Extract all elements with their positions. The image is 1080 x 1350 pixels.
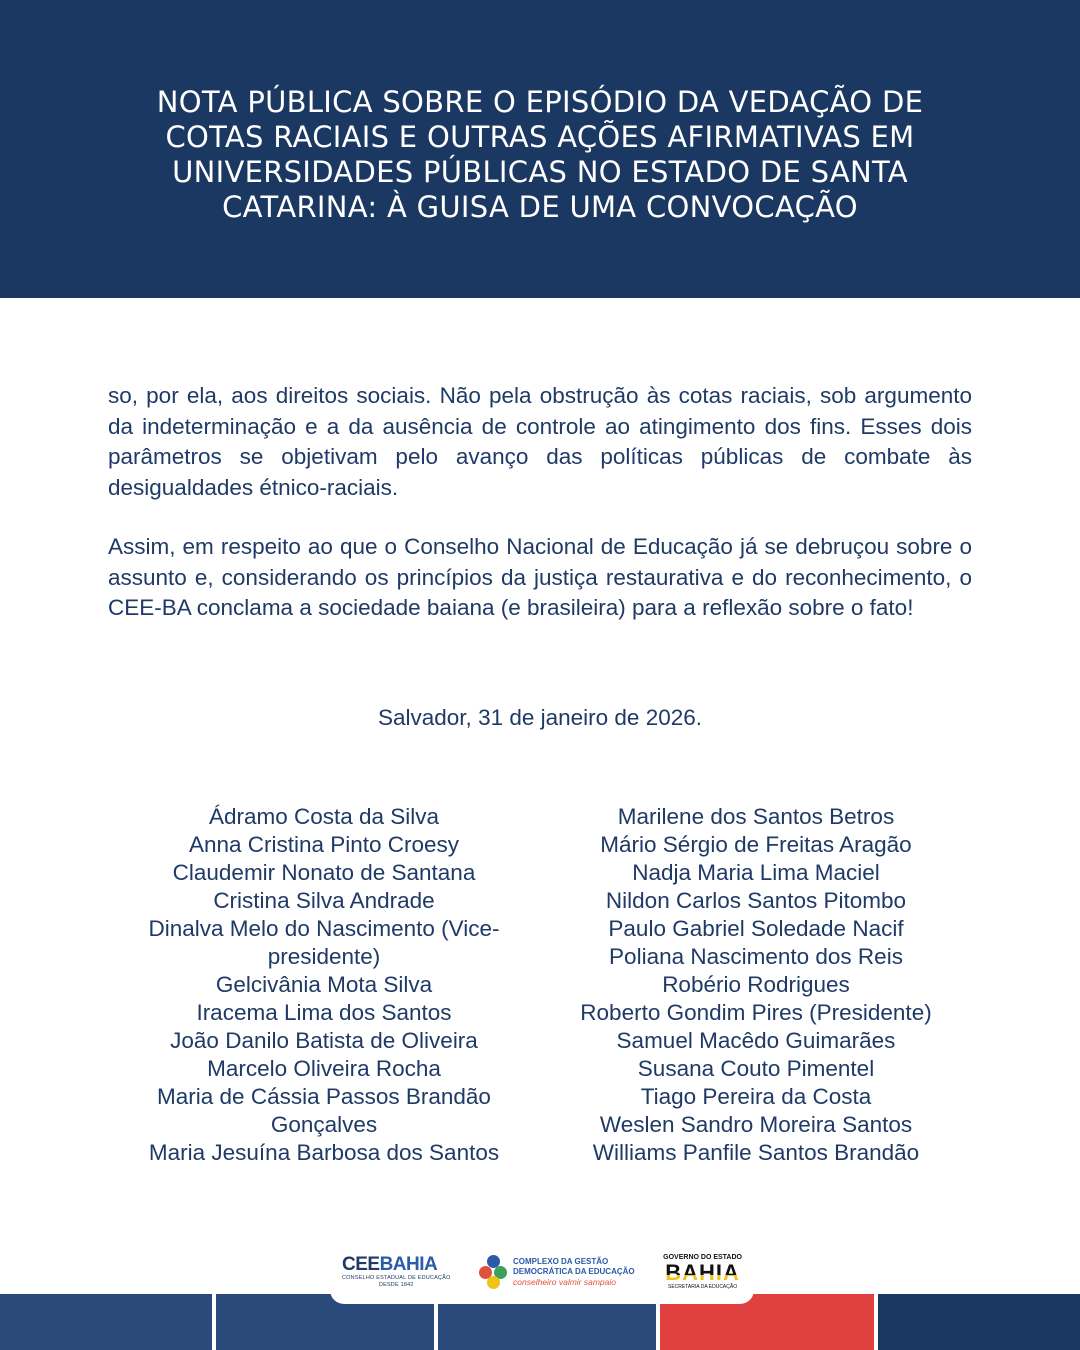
complexo-dots-icon xyxy=(479,1255,509,1289)
complexo-logo-line1: COMPLEXO DA GESTÃO xyxy=(513,1257,609,1266)
member-name: Nadja Maria Lima Maciel xyxy=(632,860,880,885)
member-name: Susana Couto Pimentel xyxy=(637,1056,875,1081)
body-paragraph-2 xyxy=(108,532,972,624)
member-name: João Danilo Batista de Oliveira xyxy=(170,1028,478,1053)
member-name: Maria Jesuína Barbosa dos Santos xyxy=(148,1140,500,1165)
cee-logo-subtitle: CONSELHO ESTADUAL DE EDUCAÇÃO xyxy=(342,1275,451,1281)
paragraph-text: Assim, em respeito ao que o Conselho Nacional de Educação já se debruçou sobre o assunto e, considerando os princípios da justiça restaurativa e do reconhecimento, o CEE-BA conclama a sociedade baiana (e brasileira) para a reflexão sobre o fato! xyxy=(108,534,972,620)
complexo-logo-sub: conselheiro valmir sampaio xyxy=(513,1277,617,1287)
member-name: Gelcivânia Mota Silva xyxy=(215,972,433,997)
header-banner xyxy=(0,0,1080,298)
member-name: Roberto Gondim Pires (Presidente) xyxy=(580,1000,932,1025)
gov-logo-main: BAHIA xyxy=(665,1259,740,1285)
member-name: Samuel Macêdo Guimarães xyxy=(616,1028,896,1053)
bahia-logo-part: BAHIA xyxy=(379,1254,438,1275)
body-paragraph-1 xyxy=(108,381,972,503)
member-name: Robério Rodrigues xyxy=(662,972,850,997)
member-name: Williams Panfile Santos Brandão xyxy=(592,1140,920,1165)
members-list xyxy=(0,803,1080,1183)
page-title: NOTA PÚBLICA SOBRE O EPISÓDIO DA VEDAÇÃO DE COTAS RACIAIS E OUTRAS AÇÕES AFIRMATIVAS EM UNIVERSIDADES PÚBLICAS NO ESTADO DE SANTA CATARINA: À GUISA DE UMA CONVOCAÇÃO xyxy=(156,85,924,224)
member-name: Marilene dos Santos Betros xyxy=(617,804,895,829)
member-name: Weslen Sandro Moreira Santos xyxy=(599,1112,913,1137)
members-column-right xyxy=(560,803,952,1167)
member-name: Marcelo Oliveira Rocha xyxy=(207,1056,441,1081)
member-name: Tiago Pereira da Costa xyxy=(640,1084,872,1109)
member-name: Mário Sérgio de Freitas Aragão xyxy=(600,832,912,857)
member-name: Poliana Nascimento dos Reis xyxy=(609,944,903,969)
gov-logo-top: GOVERNO DO ESTADO xyxy=(663,1253,742,1261)
governo-bahia-logo xyxy=(663,1254,742,1291)
gov-logo-sub: SECRETARIA DA EDUCAÇÃO xyxy=(668,1283,738,1290)
member-name: Dinalva Melo do Nascimento (Vice-presidente) xyxy=(148,916,500,969)
partner-logos xyxy=(330,1240,754,1304)
member-name: Claudemir Nonato de Santana xyxy=(172,860,476,885)
member-name: Ádramo Costa da Silva xyxy=(208,804,440,829)
member-name: Iracema Lima dos Santos xyxy=(196,1000,452,1025)
member-name: Anna Cristina Pinto Croesy xyxy=(188,832,460,857)
complexo-gestao-logo xyxy=(479,1255,635,1289)
cee-bahia-logo xyxy=(342,1255,451,1289)
members-column-left xyxy=(130,803,518,1167)
member-name: Paulo Gabriel Soledade Nacif xyxy=(608,916,904,941)
cee-logo-part: CEE xyxy=(342,1254,380,1275)
cee-logo-since: DESDE 1842 xyxy=(378,1282,414,1288)
member-name: Nildon Carlos Santos Pitombo xyxy=(605,888,907,913)
complexo-logo-line2: DEMOCRÁTICA DA EDUCAÇÃO xyxy=(513,1267,635,1276)
paragraph-text: so, por ela, aos direitos sociais. Não pela obstrução às cotas raciais, sob argumento da indeterminação e a da ausência de controle ao atingimento dos fins. Esses dois parâmetros se objetivam pelo avanço das políticas públicas de combate às desigualdades étnico-raciais. xyxy=(108,383,972,500)
member-name: Maria de Cássia Passos Brandão Gonçalves xyxy=(157,1084,491,1137)
member-name: Cristina Silva Andrade xyxy=(213,888,435,913)
date-line: Salvador, 31 de janeiro de 2026. xyxy=(378,705,702,730)
